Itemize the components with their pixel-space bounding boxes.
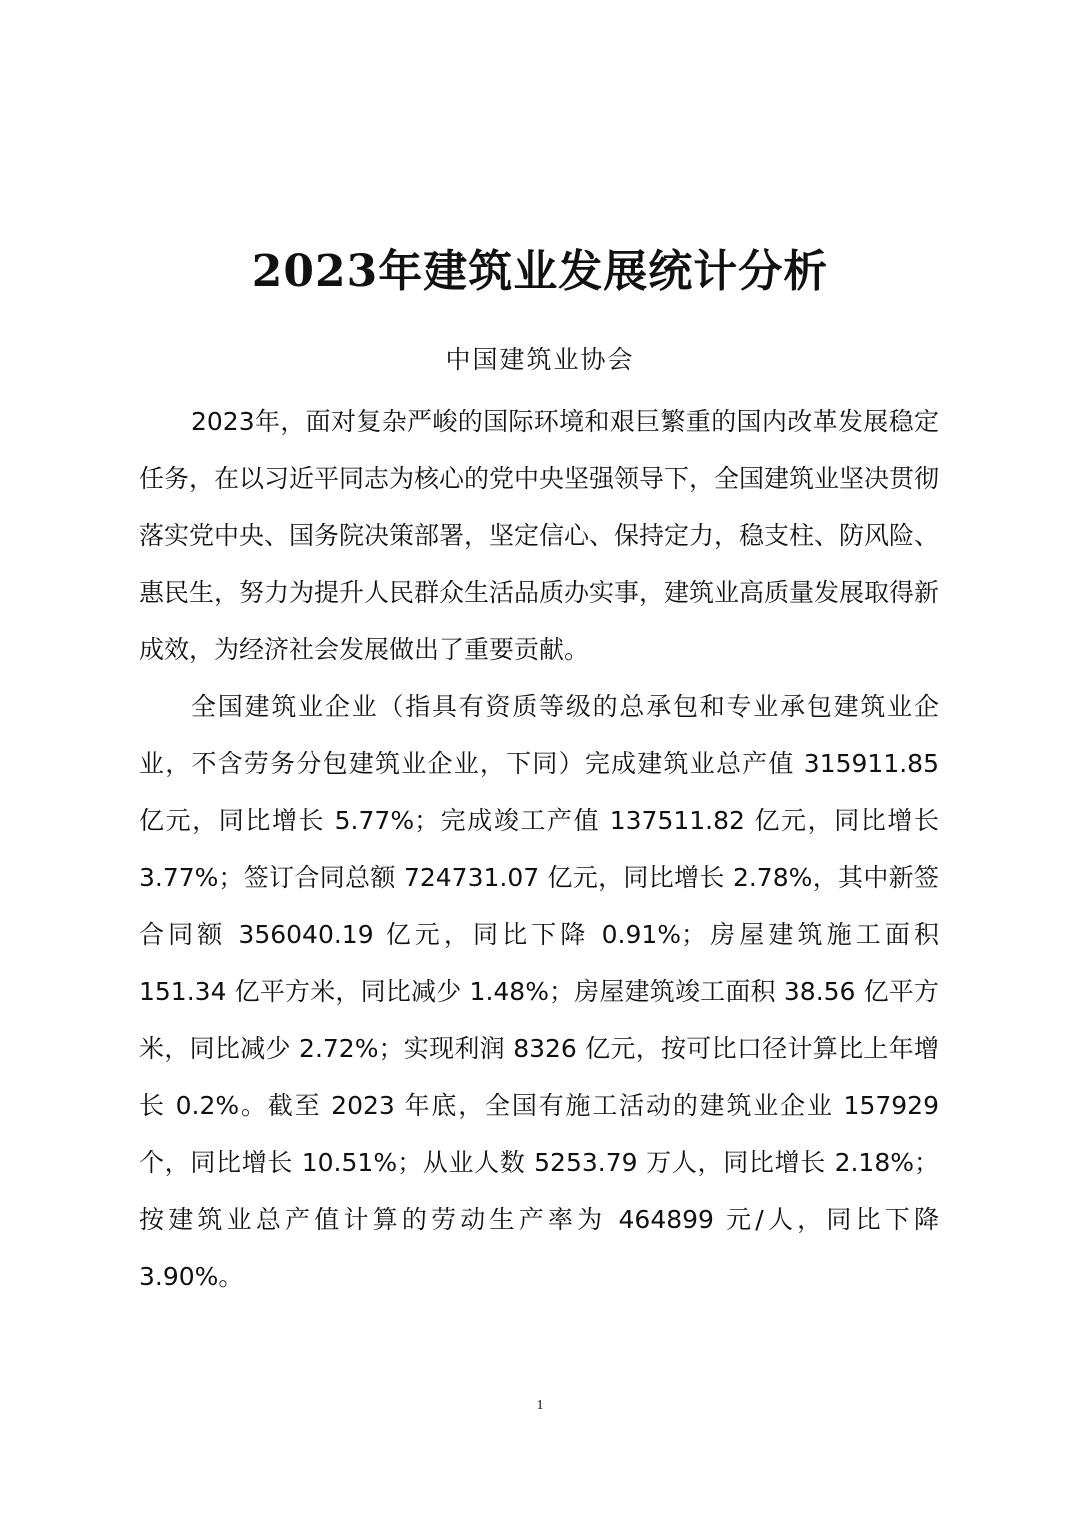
paragraph-statistics: 全国建筑业企业（指具有资质等级的总承包和专业承包建筑业企业，不含劳务分包建筑业企业，下同）完成建筑业总产值 315911.85 亿元，同比增长 5.77%；完成竣工产值 137511.82 亿元，同比增长 3.77%；签订合同总额 724731.07 亿元，同比增长 2.78%，其中新签合同额 356040.19 亿元，同比下降 0.91%；房屋建筑施工面积 151.34 亿平方米，同比减少 1.48%；房屋建筑竣工面积 38.56 亿平方米，同比减少 2.72%；实现利润 8326 亿元，按可比口径计算比上年增长 0.2%。截至 2023 年底，全国有施工活动的建筑业企业 157929 个，同比增长 10.51%；从业人数 5253.79 万人，同比增长 2.18%；按建筑业总产值计算的劳动生产率为 464899 元/人，同比下降 3.90%。 <box>139 692 939 1291</box>
paragraph-intro: 2023年，面对复杂严峻的国际环境和艰巨繁重的国内改革发展稳定任务，在以习近平同志为核心的党中央坚强领导下，全国建筑业坚决贯彻落实党中央、国务院决策部署，坚定信心、保持定力，稳支柱、防风险、惠民生，努力为提升人民群众生活品质办实事，建筑业高质量发展取得新成效，为经济社会发展做出了重要贡献。 <box>139 407 940 664</box>
page-number: 1 <box>536 1398 544 1413</box>
document-body <box>139 393 939 1305</box>
document-author: 中国建筑业协会 <box>445 345 635 374</box>
document-title: 2023年建筑业发展统计分析 <box>251 246 829 297</box>
